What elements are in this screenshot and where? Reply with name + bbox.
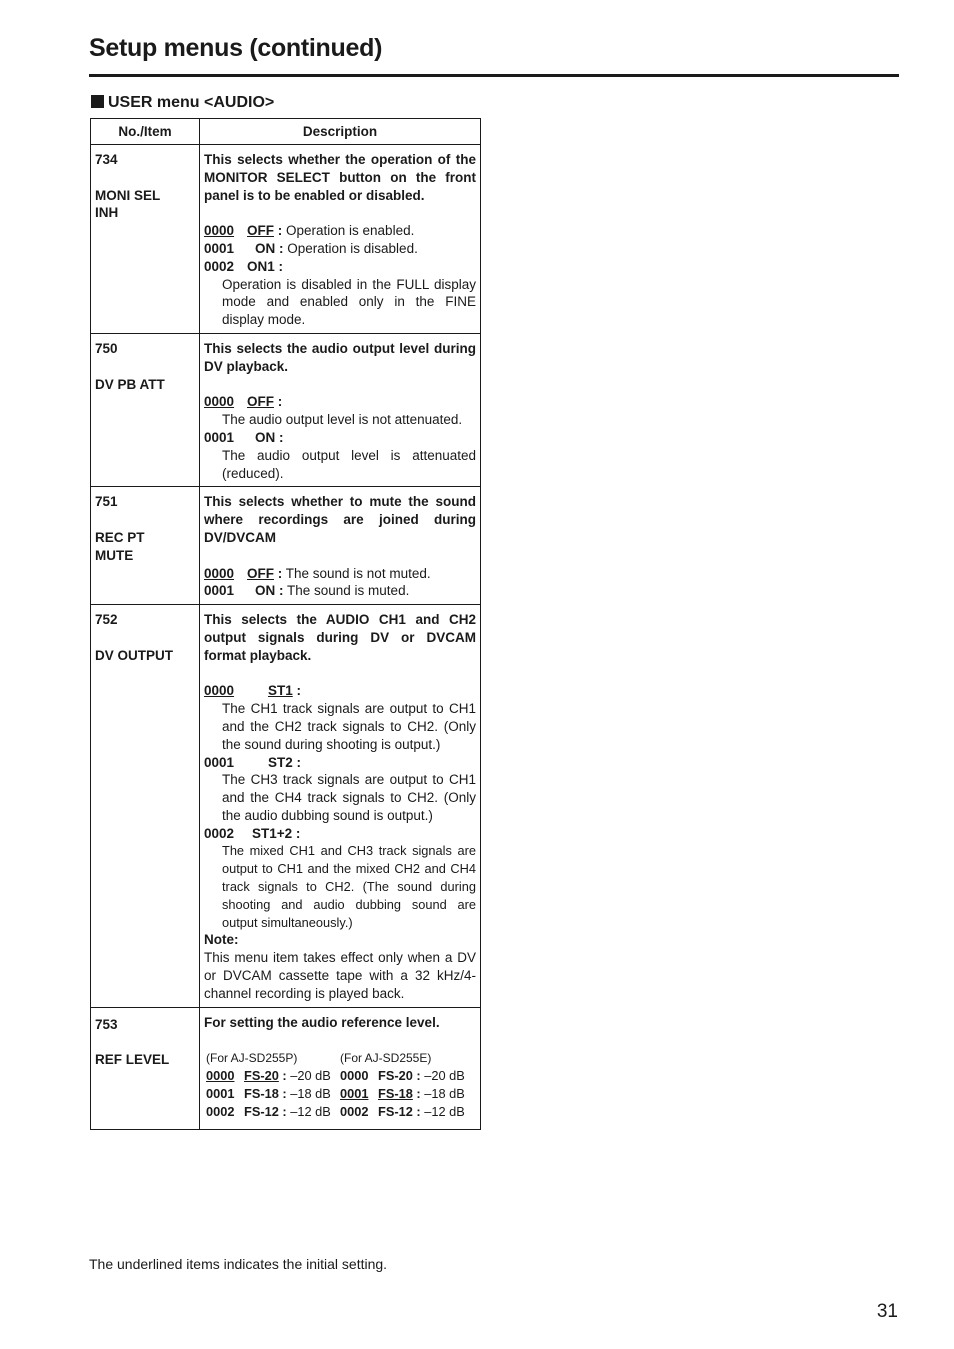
ref-option-p: 0002 FS-12 : –12 dB (206, 1104, 331, 1120)
item-number: 734 (95, 152, 118, 167)
option-line: 0001 ON : (204, 429, 284, 445)
ref-option-p: 0001 FS-18 : –18 dB (206, 1086, 331, 1102)
table-row (91, 1007, 481, 1130)
option-line: 0000 OFF : The sound is not muted. (204, 565, 431, 581)
item-cell-734 (91, 145, 200, 334)
item-cell-751 (91, 487, 200, 605)
option-text: The audio output level is attenuated (reduced). (222, 447, 476, 481)
item-lead: This selects the audio output level during DV playback. (204, 340, 476, 374)
note-text: This menu item takes effect only when a DV or DVCAM cassette tape with a 32 kHz/4-channel recording is played back. (204, 950, 476, 1001)
note-label: Note: (204, 932, 239, 948)
table-header-row (91, 119, 481, 145)
description-cell-750 (200, 333, 481, 486)
item-cell-753 (91, 1007, 200, 1130)
page-title: Setup menus (continued) (89, 34, 383, 62)
section-heading (91, 94, 274, 112)
item-name: MUTE (95, 547, 134, 563)
item-number: 753 (95, 1016, 118, 1032)
ref-option-e: 0000 FS-20 : –20 dB (340, 1068, 465, 1084)
description-cell-751 (200, 487, 481, 605)
table-row (91, 145, 481, 334)
ref-option-e: 0001 FS-18 : –18 dB (340, 1086, 465, 1102)
item-name: REF LEVEL (95, 1052, 170, 1068)
option-line: 0002 ST1+2 : (204, 825, 301, 841)
item-name: DV OUTPUT (95, 647, 174, 663)
option-text: Operation is disabled in the FULL display mode and enabled only in the FINE display mode. (222, 276, 476, 328)
table-row (91, 333, 481, 486)
ref-option-p: 0000 FS-20 : –20 dB (206, 1068, 331, 1084)
item-number: 750 (95, 340, 118, 356)
option-text: The audio output level is not attenuated. (222, 412, 463, 428)
option-line: 0002 ON1 : (204, 258, 284, 274)
item-number: 752 (95, 612, 118, 628)
model-label-p: (For AJ-SD255P) (206, 1051, 298, 1066)
section-heading-text: USER menu <AUDIO> (108, 94, 275, 111)
title-rule (89, 74, 899, 77)
item-name: REC PT (95, 529, 145, 545)
item-name: MONI SEL (95, 187, 161, 203)
item-lead: For setting the audio reference level. (204, 1014, 440, 1030)
item-number: 751 (95, 494, 118, 510)
option-line: 0000 OFF : Operation is enabled. (204, 223, 415, 239)
option-line: 0000 ST1 : (204, 683, 302, 699)
header-description: Description (200, 119, 481, 145)
item-lead: This selects whether to mute the sound where recordings are joined during DV/DVCAM (204, 494, 476, 545)
description-cell-753 (200, 1007, 481, 1130)
option-line: 0001 ST2 : (204, 754, 302, 770)
item-name: INH (95, 205, 119, 221)
audio-menu-table (90, 118, 481, 1130)
description-cell-734 (200, 145, 481, 334)
option-line: 0000 OFF : (204, 394, 283, 410)
description-cell-752 (200, 605, 481, 1008)
option-line: 0001 ON : Operation is disabled. (204, 240, 418, 256)
item-cell-750 (91, 333, 200, 486)
option-text: The mixed CH1 and CH3 track signals are output to CH1 and the mixed CH2 and CH4 track signals to CH2. (The sound during shooting and audio dubbing sound are output simultaneously.) (222, 843, 476, 930)
option-text: The CH1 track signals are output to CH1 and the CH2 track signals to CH2. (Only the sound during shooting is output.) (222, 701, 476, 752)
item-lead: This selects the AUDIO CH1 and CH2 output signals during DV or DVCAM format playback. (204, 612, 476, 663)
option-text: The CH3 track signals are output to CH1 and the CH4 track signals to CH2. (Only the audio dubbing sound is output.) (222, 772, 476, 823)
item-name: DV PB ATT (95, 376, 165, 392)
footnote: The underlined items indicates the initial setting. (89, 1256, 388, 1272)
model-label-e: (For AJ-SD255E) (340, 1051, 432, 1066)
header-item: No./Item (91, 119, 200, 145)
table-row (91, 487, 481, 605)
option-line: 0001 ON : The sound is muted. (204, 583, 410, 599)
ref-level-grid (204, 1049, 476, 1121)
square-bullet-icon (91, 95, 104, 108)
page-number: 31 (876, 1301, 898, 1322)
item-cell-752 (91, 605, 200, 1008)
table-row (91, 605, 481, 1008)
ref-option-e: 0002 FS-12 : –12 dB (340, 1104, 465, 1120)
item-lead: This selects whether the operation of the MONITOR SELECT button on the front panel is to be enabled or disabled. (204, 152, 476, 203)
